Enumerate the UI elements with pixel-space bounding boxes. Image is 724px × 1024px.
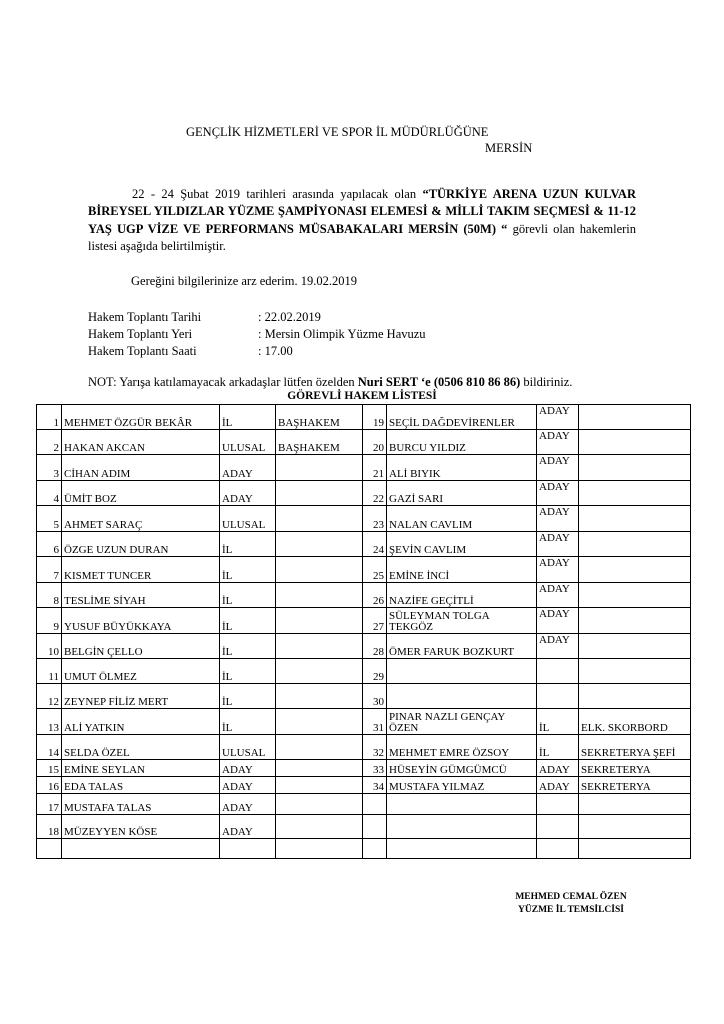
right-level-cell: ADAY — [537, 532, 579, 557]
table-row — [37, 506, 691, 532]
right-name-cell — [387, 815, 537, 839]
meeting-time — [88, 344, 293, 359]
right-level-cell: İL — [537, 709, 579, 735]
left-level-cell: ULUSAL — [220, 735, 276, 760]
right-role-cell — [579, 405, 691, 430]
right-role-cell — [579, 634, 691, 659]
right-name-cell: SEÇİL DAĞDEVİRENLER — [387, 405, 537, 430]
table-row — [37, 405, 691, 430]
event-title: “TÜRKİYE ARENA UZUN KULVAR BİREYSEL YILDIZLAR YÜZME ŞAMPİYONASI ELEMESİ & MİLLİ TAKIM SEÇMESİ & 11-12 YAŞ UGP VİZE VE PERFORMANS MÜSABAKALARI MERSİN (50M) “ — [88, 187, 636, 236]
right-name-cell: ŞEVİN CAVLIM — [387, 532, 537, 557]
table-row — [37, 659, 691, 684]
right-name-cell — [387, 659, 537, 684]
right-role-cell: SEKRETERYA — [579, 760, 691, 777]
left-role-cell — [276, 455, 363, 481]
body-paragraph — [88, 186, 636, 255]
intro-text: 22 - 24 Şubat 2019 tarihleri arasında yapılacak olan — [132, 187, 423, 201]
left-no-cell: 12 — [37, 684, 62, 709]
left-no-cell: 14 — [37, 735, 62, 760]
left-name-cell: HAKAN AKCAN — [62, 430, 220, 455]
left-no-cell: 16 — [37, 777, 62, 794]
left-level-cell: ULUSAL — [220, 506, 276, 532]
left-no-cell: 7 — [37, 557, 62, 583]
right-role-cell — [579, 481, 691, 506]
left-no-cell: 4 — [37, 481, 62, 506]
left-name-cell: MUSTAFA TALAS — [62, 794, 220, 815]
left-level-cell: İL — [220, 608, 276, 634]
right-name-cell: GAZİ SARI — [387, 481, 537, 506]
left-no-cell: 6 — [37, 532, 62, 557]
right-level-cell: ADAY — [537, 506, 579, 532]
right-role-cell — [579, 506, 691, 532]
left-no-cell: 10 — [37, 634, 62, 659]
right-level-cell — [537, 684, 579, 709]
city: MERSİN — [485, 141, 533, 155]
right-level-cell — [537, 659, 579, 684]
table-row — [37, 532, 691, 557]
right-name-cell: NAZİFE GEÇİTLİ — [387, 583, 537, 608]
right-no-cell — [363, 815, 387, 839]
right-level-cell — [537, 794, 579, 815]
left-level-cell: İL — [220, 709, 276, 735]
left-name-cell: ALİ YATKIN — [62, 709, 220, 735]
right-name-cell: ÖMER FARUK BOZKURT — [387, 634, 537, 659]
right-role-cell — [579, 455, 691, 481]
table-row — [37, 430, 691, 455]
table-row — [37, 709, 691, 735]
note-suffix: bildiriniz. — [520, 375, 573, 389]
left-name-cell — [62, 839, 220, 859]
right-no-cell: 26 — [363, 583, 387, 608]
left-role-cell — [276, 481, 363, 506]
left-role-cell — [276, 709, 363, 735]
left-name-cell: KISMET TUNCER — [62, 557, 220, 583]
left-role-cell: BAŞHAKEM — [276, 430, 363, 455]
left-no-cell: 2 — [37, 430, 62, 455]
left-no-cell — [37, 839, 62, 859]
meeting-time-label: Hakem Toplantı Saati — [88, 344, 197, 358]
table-row — [37, 794, 691, 815]
left-name-cell: ÖZGE UZUN DURAN — [62, 532, 220, 557]
left-level-cell: ADAY — [220, 481, 276, 506]
left-level-cell: İL — [220, 405, 276, 430]
table-row — [37, 684, 691, 709]
note-prefix: NOT: Yarışa katılamayacak arkadaşlar lütfen özelden — [88, 375, 358, 389]
left-role-cell — [276, 532, 363, 557]
left-name-cell: YUSUF BÜYÜKKAYA — [62, 608, 220, 634]
left-role-cell — [276, 760, 363, 777]
table-row — [37, 455, 691, 481]
right-level-cell: ADAY — [537, 481, 579, 506]
left-no-cell: 5 — [37, 506, 62, 532]
left-role-cell — [276, 557, 363, 583]
right-level-cell — [537, 815, 579, 839]
left-name-cell: SELDA ÖZEL — [62, 735, 220, 760]
right-role-cell — [579, 583, 691, 608]
right-no-cell — [363, 794, 387, 815]
left-no-cell: 1 — [37, 405, 62, 430]
left-level-cell: ADAY — [220, 760, 276, 777]
right-name-cell — [387, 684, 537, 709]
left-name-cell: CİHAN ADIM — [62, 455, 220, 481]
left-name-cell: MEHMET ÖZGÜR BEKÂR — [62, 405, 220, 430]
meeting-place-value: : Mersin Olimpik Yüzme Havuzu — [258, 327, 426, 341]
left-name-cell: AHMET SARAÇ — [62, 506, 220, 532]
right-role-cell — [579, 608, 691, 634]
right-name-cell: MEHMET EMRE ÖZSOY — [387, 735, 537, 760]
note-contact: Nuri SERT ‘e (0506 810 86 86) — [357, 375, 521, 389]
left-name-cell: ZEYNEP FİLİZ MERT — [62, 684, 220, 709]
right-no-cell: 33 — [363, 760, 387, 777]
right-no-cell: 23 — [363, 506, 387, 532]
left-role-cell — [276, 735, 363, 760]
outro-text: görevli olan hakemlerin listesi aşağıda belirtilmiştir. — [88, 221, 637, 253]
right-no-cell: 30 — [363, 684, 387, 709]
referee-table — [36, 404, 691, 859]
right-role-cell — [579, 684, 691, 709]
right-name-cell: HÜSEYİN GÜMGÜMCÜ — [387, 760, 537, 777]
right-no-cell: 19 — [363, 405, 387, 430]
table-row — [37, 481, 691, 506]
right-no-cell: 32 — [363, 735, 387, 760]
left-role-cell — [276, 839, 363, 859]
left-level-cell: ADAY — [220, 815, 276, 839]
table-row — [37, 608, 691, 634]
table-row — [37, 735, 691, 760]
left-level-cell: İL — [220, 659, 276, 684]
right-level-cell: ADAY — [537, 405, 579, 430]
left-name-cell: ÜMİT BOZ — [62, 481, 220, 506]
left-level-cell: ADAY — [220, 794, 276, 815]
left-level-cell: İL — [220, 583, 276, 608]
left-no-cell: 13 — [37, 709, 62, 735]
left-level-cell: ULUSAL — [220, 430, 276, 455]
left-no-cell: 9 — [37, 608, 62, 634]
right-no-cell: 22 — [363, 481, 387, 506]
meeting-date-label: Hakem Toplantı Tarihi — [88, 310, 202, 324]
right-no-cell: 21 — [363, 455, 387, 481]
right-role-cell — [579, 430, 691, 455]
right-level-cell — [537, 839, 579, 859]
right-name-cell — [387, 794, 537, 815]
left-level-cell — [220, 839, 276, 859]
table-row — [37, 583, 691, 608]
right-no-cell: 34 — [363, 777, 387, 794]
request-line: Gereğini bilgilerinize arz ederim. 19.02.2019 — [131, 274, 357, 288]
list-title: GÖREVLİ HAKEM LİSTESİ — [287, 390, 437, 402]
left-name-cell: EMİNE SEYLAN — [62, 760, 220, 777]
left-role-cell — [276, 777, 363, 794]
meeting-date — [88, 310, 321, 325]
left-name-cell: EDA TALAS — [62, 777, 220, 794]
right-level-cell: ADAY — [537, 608, 579, 634]
left-no-cell: 11 — [37, 659, 62, 684]
right-role-cell — [579, 794, 691, 815]
left-level-cell: İL — [220, 557, 276, 583]
right-no-cell: 29 — [363, 659, 387, 684]
right-level-cell: İL — [537, 735, 579, 760]
meeting-date-value: : 22.02.2019 — [258, 310, 321, 324]
signature — [506, 891, 636, 917]
left-role-cell — [276, 684, 363, 709]
right-no-cell: 24 — [363, 532, 387, 557]
right-no-cell: 27 — [363, 608, 387, 634]
left-name-cell: UMUT ÖLMEZ — [62, 659, 220, 684]
right-level-cell: ADAY — [537, 455, 579, 481]
right-name-cell: PINAR NAZLI GENÇAY ÖZEN — [387, 709, 537, 735]
meeting-place — [88, 327, 426, 342]
left-no-cell: 17 — [37, 794, 62, 815]
right-name-cell: MUSTAFA YILMAZ — [387, 777, 537, 794]
left-role-cell — [276, 608, 363, 634]
right-name-cell: SÜLEYMAN TOLGA TEKGÖZ — [387, 608, 537, 634]
meeting-place-label: Hakem Toplantı Yeri — [88, 327, 193, 341]
right-role-cell — [579, 557, 691, 583]
left-no-cell: 3 — [37, 455, 62, 481]
right-no-cell — [363, 839, 387, 859]
right-name-cell: NALAN CAVLIM — [387, 506, 537, 532]
right-role-cell — [579, 815, 691, 839]
left-role-cell — [276, 583, 363, 608]
right-no-cell: 20 — [363, 430, 387, 455]
right-level-cell: ADAY — [537, 583, 579, 608]
right-no-cell: 28 — [363, 634, 387, 659]
right-role-cell — [579, 532, 691, 557]
right-role-cell: SEKRETERYA — [579, 777, 691, 794]
right-level-cell: ADAY — [537, 557, 579, 583]
left-no-cell: 15 — [37, 760, 62, 777]
right-name-cell: EMİNE İNCİ — [387, 557, 537, 583]
table-row — [37, 634, 691, 659]
right-no-cell: 25 — [363, 557, 387, 583]
left-role-cell — [276, 634, 363, 659]
left-no-cell: 18 — [37, 815, 62, 839]
left-name-cell: MÜZEYYEN KÖSE — [62, 815, 220, 839]
signatory-title: YÜZME İL TEMSİLCİSİ — [518, 905, 624, 915]
addressee: GENÇLİK HİZMETLERİ VE SPOR İL MÜDÜRLÜĞÜNE — [186, 125, 489, 139]
table-row — [37, 815, 691, 839]
right-level-cell: ADAY — [537, 777, 579, 794]
table-row — [37, 777, 691, 794]
note — [88, 375, 572, 390]
right-name-cell: ALİ BIYIK — [387, 455, 537, 481]
left-name-cell: TESLİME SİYAH — [62, 583, 220, 608]
right-role-cell: ELK. SKORBORD — [579, 709, 691, 735]
table-row — [37, 557, 691, 583]
right-level-cell: ADAY — [537, 430, 579, 455]
left-no-cell: 8 — [37, 583, 62, 608]
left-role-cell — [276, 506, 363, 532]
left-level-cell: ADAY — [220, 777, 276, 794]
left-role-cell — [276, 815, 363, 839]
left-level-cell: ADAY — [220, 455, 276, 481]
table-row — [37, 839, 691, 859]
meeting-time-value: : 17.00 — [258, 344, 293, 358]
left-role-cell — [276, 659, 363, 684]
right-no-cell: 31 — [363, 709, 387, 735]
right-level-cell: ADAY — [537, 760, 579, 777]
right-role-cell: SEKRETERYA ŞEFİ — [579, 735, 691, 760]
table-row — [37, 760, 691, 777]
left-name-cell: BELGİN ÇELLO — [62, 634, 220, 659]
right-role-cell — [579, 659, 691, 684]
right-name-cell — [387, 839, 537, 859]
left-level-cell: İL — [220, 634, 276, 659]
left-role-cell — [276, 794, 363, 815]
right-role-cell — [579, 839, 691, 859]
left-role-cell: BAŞHAKEM — [276, 405, 363, 430]
left-level-cell: İL — [220, 532, 276, 557]
right-name-cell: BURCU YILDIZ — [387, 430, 537, 455]
signatory-name: MEHMED CEMAL ÖZEN — [515, 892, 627, 902]
right-level-cell: ADAY — [537, 634, 579, 659]
left-level-cell: İL — [220, 684, 276, 709]
